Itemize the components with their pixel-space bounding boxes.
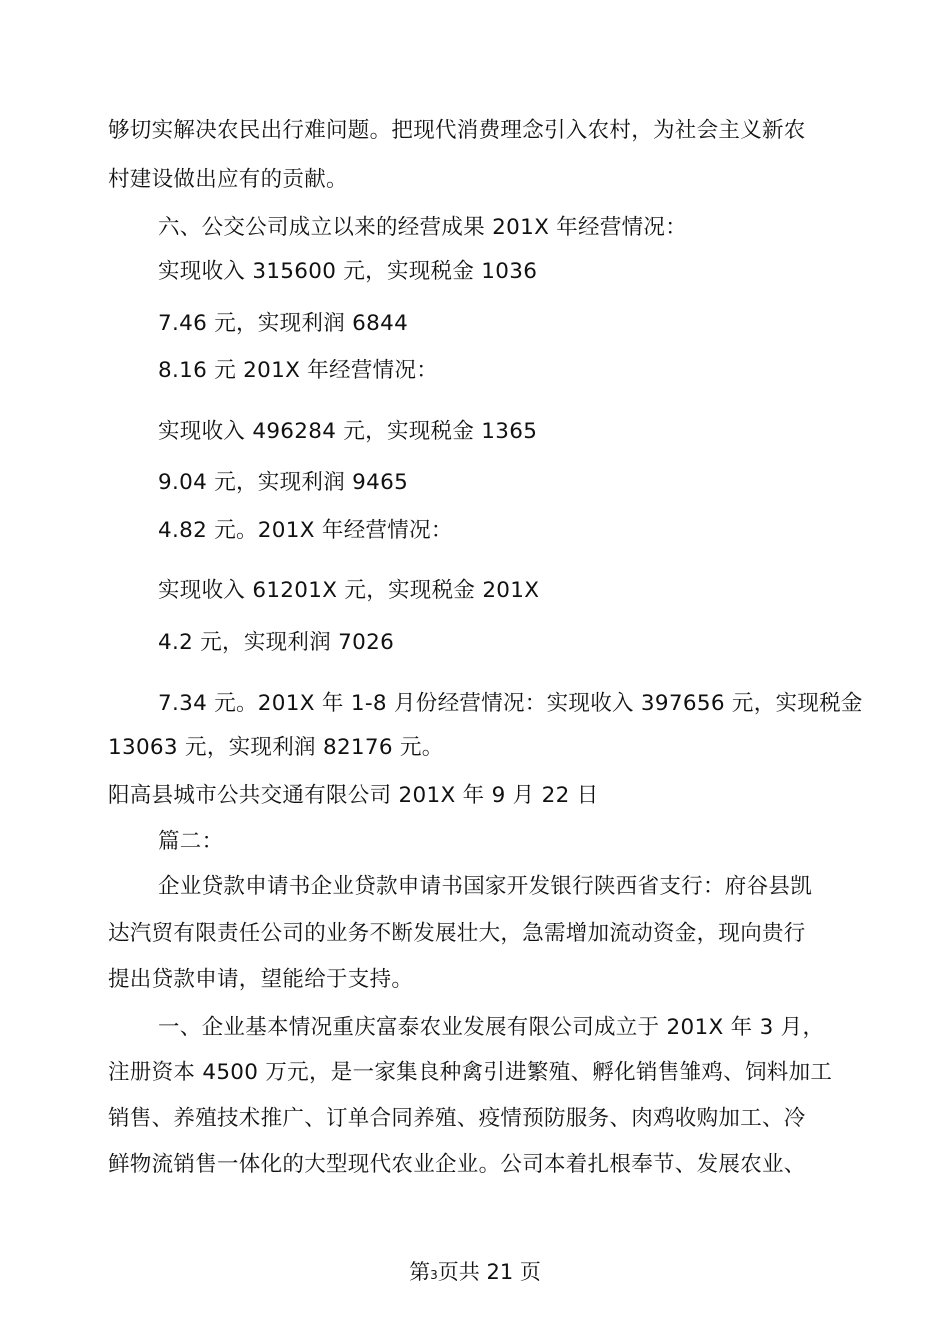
text-line: 达汽贸有限责任公司的业务不断发展壮大，急需增加流动资金，现向贵行 [108, 921, 806, 946]
text-line: 13063 元，实现利润 82176 元。 [108, 735, 444, 760]
text-line: 鲜物流销售一体化的大型现代农业企业。公司本着扎根奉节、发展农业、 [108, 1152, 806, 1177]
page-number: 3 [430, 1268, 438, 1282]
text-line: 4.2 元，实现利润 7026 [158, 630, 395, 655]
section-heading: 一、企业基本情况重庆富泰农业发展有限公司成立于 201X 年 3 月， [158, 1015, 825, 1040]
page-footer [0, 1258, 950, 1289]
text-line: 村建设做出应有的贡献。 [108, 167, 348, 192]
footer-prefix: 第 [409, 1260, 431, 1284]
text-line: 实现收入 496284 元，实现税金 1365 [158, 419, 538, 444]
text-line: 7.34 元。201X 年 1-8 月份经营情况：实现收入 397656 元，实现税金 [158, 691, 863, 716]
text-line: 提出贷款申请，望能给于支持。 [108, 967, 414, 992]
text-line: 实现收入 315600 元，实现税金 1036 [158, 259, 538, 284]
footer-suffix: 页共 21 页 [437, 1260, 541, 1284]
text-line: 7.46 元，实现利润 6844 [158, 311, 409, 336]
section-heading: 篇二： [158, 829, 224, 854]
signature-line: 阳高县城市公共交通有限公司 201X 年 9 月 22 日 [108, 783, 599, 808]
text-line: 4.82 元。201X 年经营情况： [158, 518, 453, 543]
text-line: 实现收入 61201X 元，实现税金 201X [158, 578, 540, 603]
text-line: 企业贷款申请书企业贷款申请书国家开发银行陕西省支行：府谷县凯 [158, 874, 813, 899]
text-line: 够切实解决农民出行难问题。把现代消费理念引入农村，为社会主义新农 [108, 118, 806, 143]
text-line: 注册资本 4500 万元，是一家集良种禽引进繁殖、孵化销售雏鸡、饲料加工 [108, 1060, 833, 1085]
text-line: 销售、养殖技术推广、订单合同养殖、疫情预防服务、肉鸡收购加工、冷 [108, 1106, 806, 1131]
text-line: 9.04 元，实现利润 9465 [158, 470, 409, 495]
text-line: 8.16 元 201X 年经营情况： [158, 358, 439, 383]
section-heading: 六、公交公司成立以来的经营成果 201X 年经营情况： [158, 215, 688, 240]
